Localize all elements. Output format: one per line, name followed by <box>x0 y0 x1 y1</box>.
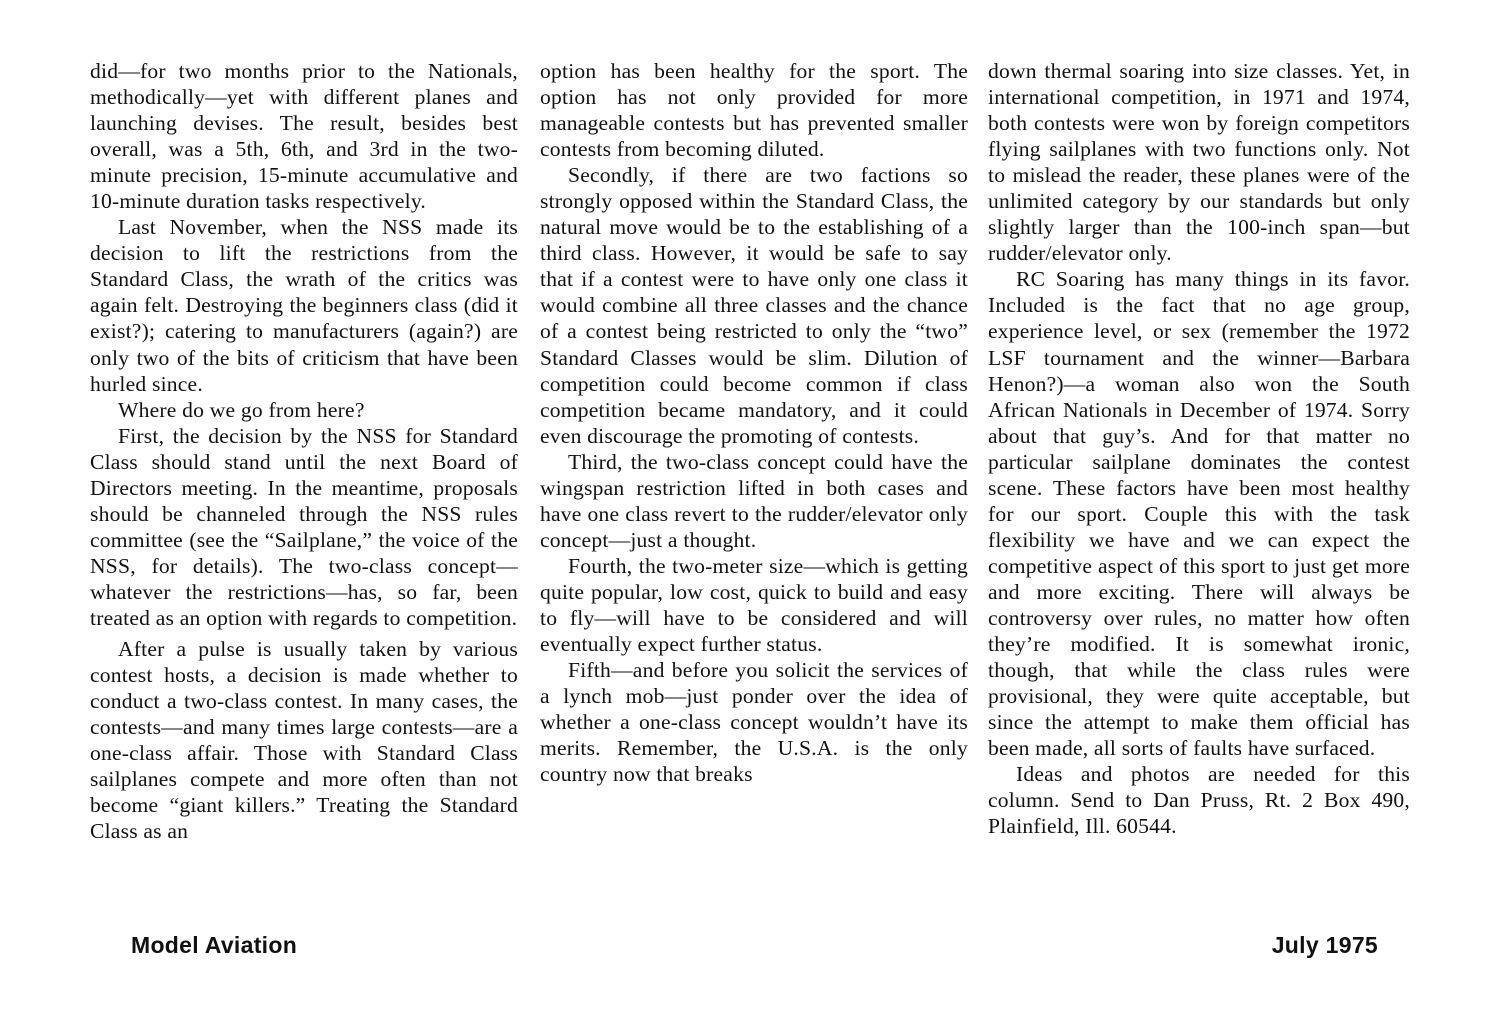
article-column-1 <box>90 58 518 844</box>
column-1-paragraph-1: did—for two months prior to the Nationals, methodically—yet with different planes and launching devises. The result, besides best overall, was a 5th, 6th, and 3rd in the two-minute precision, 15-minute accumulative and 10-minute duration tasks respectively. <box>90 59 518 214</box>
issue-date: July 1975 <box>1271 932 1378 958</box>
column-3-paragraph-2: RC Soaring has many things in its favor. Included is the fact that no age group, experience level, or sex (remember the 1972 LSF tournament and the winner—Barbara Henon?)—a woman also won the South African Nationals in December of 1974. Sorry about that guy’s. And for that matter no particular sailplane dominates the contest scene. These factors have been most healthy for our sport. Couple this with the task flexibility we have and we can expect the competitive aspect of this sport to just get more and more exciting. There will always be controversy over rules, no matter how often they’re modified. It is somewhat ironic, though, that while the class rules were provisional, they were quite acceptable, but since the attempt to make them official has been made, all sorts of faults have surfaced. <box>988 267 1410 761</box>
column-3-paragraph-1: down thermal soaring into size classes. Yet, in international competition, in 1971 and 1974, both contests were won by foreign competitors flying sailplanes with two functions only. Not to mislead the reader, these planes were of the unlimited category by our standards but only slightly larger than the 100-inch span—but rudder/elevator only. <box>988 59 1410 266</box>
column-1-paragraph-4: First, the decision by the NSS for Standard Class should stand until the next Board of Directors meeting. In the meantime, proposals should be channeled through the NSS rules committee (see the “Sailplane,” the voice of the NSS, for details). The two-class concept—whatever the restrictions—has, so far, been treated as an option with regards to competition. <box>90 423 518 630</box>
article-column-2 <box>540 58 968 787</box>
column-2-paragraph-2: Secondly, if there are two factions so strongly opposed within the Standard Class, the natural move would be to the establishing of a third class. However, it would be safe to say that if a contest were to have only one class it would combine all three classes and the chance of a contest being restricted to only the “two” Standard Classes would be slim. Dilution of competition could become common if class competition became mandatory, and it could even discourage the promoting of contests. <box>540 163 968 448</box>
column-2-paragraph-5: Fifth—and before you solicit the services of a lynch mob—just ponder over the idea of whether a one-class concept wouldn’t have its merits. Remember, the U.S.A. is the only country now that breaks <box>540 658 968 787</box>
column-1-paragraph-3: Where do we go from here? <box>118 397 365 422</box>
column-2-paragraph-4: Fourth, the two-meter size—which is getting quite popular, low cost, quick to build and easy to fly—will have to be considered and will eventually expect further status. <box>540 553 968 657</box>
column-1-paragraph-5: After a pulse is usually taken by various contest hosts, a decision is made whether to conduct a two-class contest. In many cases, the contests—and many times large contests—are a one-class affair. Those with Standard Class sailplanes compete and more often than not become “giant killers.” Treating the Standard Class as an <box>90 637 518 844</box>
article-column-3 <box>988 58 1410 839</box>
column-3-paragraph-3: Ideas and photos are needed for this column. Send to Dan Pruss, Rt. 2 Box 490, Plainfield, Ill. 60544. <box>988 762 1410 839</box>
column-1-paragraph-2: Last November, when the NSS made its decision to lift the restrictions from the Standard Class, the wrath of the critics was again felt. Destroying the beginners class (did it exist?); catering to manufacturers (again?) are only two of the bits of criticism that have been hurled since. <box>90 215 518 396</box>
column-2-paragraph-1: option has been healthy for the sport. The option has not only provided for more manageable contests but has prevented smaller contests from becoming diluted. <box>540 59 968 162</box>
publication-name: Model Aviation <box>131 932 298 958</box>
column-2-paragraph-3: Third, the two-class concept could have the wingspan restriction lifted in both cases and have one class revert to the rudder/elevator only concept—just a thought. <box>540 449 968 552</box>
